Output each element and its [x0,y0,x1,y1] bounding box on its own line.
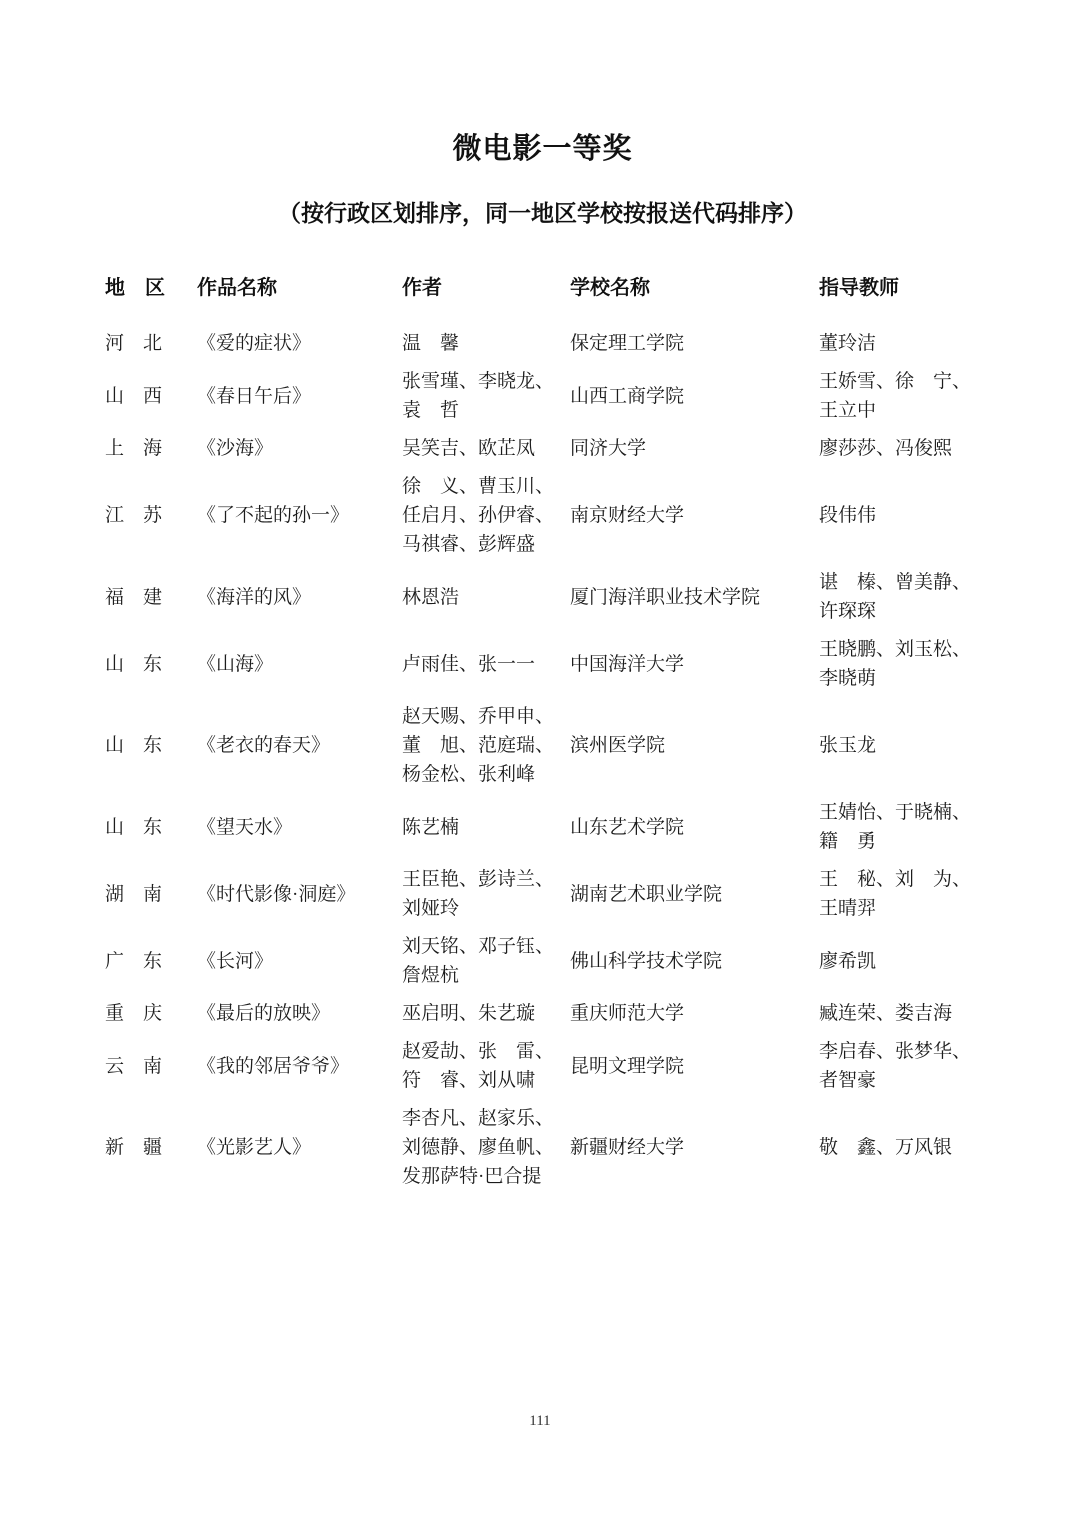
table-row [105,635,980,693]
teachers-cell: 王晓鹏、刘玉松、李晓萌 [819,639,972,689]
region-cell: 河 北 [105,333,163,354]
table-row [105,329,980,358]
work-title-cell: 《山海》 [197,653,274,675]
work-title-cell: 《时代影像·洞庭》 [197,883,356,905]
work-title-cell: 《春日午后》 [197,385,312,407]
school-cell: 重庆师范大学 [570,1003,685,1024]
page-subtitle: （按行政区划排序，同一地区学校按报送代码排序） [278,200,807,226]
region-cell: 广 东 [105,950,163,972]
region-cell: 山 东 [105,816,163,838]
table-row [105,568,980,626]
table-row [105,1037,980,1095]
work-title-cell: 《沙海》 [197,438,274,459]
teachers-cell: 王娇雪、徐 宁、王立中 [819,371,972,421]
school-cell: 同济大学 [570,438,647,459]
school-cell: 山西工商学院 [570,385,685,407]
school-cell: 厦门海洋职业技术学院 [570,586,761,608]
authors-cell: 张雪瑾、李晓龙、袁 哲 [402,371,555,421]
award-table [105,274,980,1191]
school-cell: 南京财经大学 [570,505,685,526]
work-title-cell: 《光影艺人》 [197,1137,312,1158]
teachers-cell: 廖希凯 [819,950,877,972]
school-cell: 昆明文理学院 [570,1055,685,1077]
header-school: 学校名称 [570,277,650,299]
teachers-cell: 王婧怡、于晓楠、籍 勇 [819,802,972,852]
authors-cell: 刘天铭、邓子钰、詹煜杭 [402,936,555,986]
table-body [105,329,980,1191]
school-cell: 湖南艺术职业学院 [570,883,723,905]
authors-cell: 徐 义、曹玉川、任启月、孙伊睿、马祺睿、彭辉盛 [402,476,555,555]
authors-cell: 卢雨佳、张一一 [402,653,536,675]
region-cell: 云 南 [105,1055,163,1077]
page-title: 微电影一等奖 [452,133,633,165]
work-title-cell: 《我的邻居爷爷》 [197,1055,350,1077]
region-cell: 上 海 [105,438,163,459]
page-number: 111 [529,1413,551,1429]
work-title-cell: 《长河》 [197,950,274,972]
authors-cell: 巫启明、朱艺璇 [402,1003,536,1024]
region-cell: 重 庆 [105,1003,163,1024]
authors-cell: 赵爱劼、张 雷、符 睿、刘从啸 [402,1041,555,1091]
region-cell: 山 东 [105,653,163,675]
authors-cell: 吴笑吉、欧芷凤 [402,438,536,459]
teachers-cell: 段伟伟 [819,505,877,526]
work-title-cell: 《老衣的春天》 [197,735,331,756]
work-title-cell: 《了不起的孙一》 [197,505,350,526]
table-row [105,702,980,789]
authors-cell: 王臣艳、彭诗兰、刘娅玲 [402,869,555,919]
work-title-cell: 《最后的放映》 [197,1003,331,1024]
work-title-cell: 《望天水》 [197,816,293,838]
school-cell: 佛山科学技术学院 [570,950,723,972]
table-row [105,865,980,923]
region-cell: 福 建 [105,586,163,608]
header-region: 地 区 [105,277,165,299]
authors-cell: 林恩浩 [402,586,460,608]
school-cell: 山东艺术学院 [570,816,685,838]
table-row [105,434,980,463]
region-cell: 山 西 [105,385,163,407]
teachers-cell: 王 秘、刘 为、王晴羿 [819,869,972,919]
table-header-row [105,274,980,303]
table-row [105,367,980,425]
header-teachers: 指导教师 [819,277,899,299]
teachers-cell: 张玉龙 [819,735,877,756]
teachers-cell: 李启春、张梦华、者智豪 [819,1041,972,1091]
region-cell: 新 疆 [105,1137,163,1158]
work-title-cell: 《爱的症状》 [197,333,312,354]
header-authors: 作者 [402,277,442,299]
header-work: 作品名称 [197,277,277,299]
authors-cell: 李杏凡、赵家乐、刘德静、廖鱼帆、发那萨特·巴合提 [402,1108,555,1187]
authors-cell: 温 馨 [402,333,460,354]
teachers-cell: 董玲洁 [819,333,877,354]
region-cell: 山 东 [105,735,163,756]
school-cell: 新疆财经大学 [570,1137,685,1158]
table-row [105,472,980,559]
table-row [105,932,980,990]
teachers-cell: 谌 榛、曾美静、许琛琛 [819,572,972,622]
region-cell: 湖 南 [105,883,163,905]
table-row [105,798,980,856]
table-row [105,1104,980,1191]
work-title-cell: 《海洋的风》 [197,586,312,608]
teachers-cell: 臧连荣、娄吉海 [819,1003,953,1024]
school-cell: 保定理工学院 [570,333,685,354]
authors-cell: 陈艺楠 [402,816,460,838]
teachers-cell: 廖莎莎、冯俊熙 [819,438,953,459]
teachers-cell: 敬 鑫、万风银 [819,1137,953,1158]
authors-cell: 赵天赐、乔甲申、董 旭、范庭瑞、杨金松、张利峰 [402,706,555,785]
region-cell: 江 苏 [105,505,163,526]
table-row [105,999,980,1028]
school-cell: 中国海洋大学 [570,653,685,675]
school-cell: 滨州医学院 [570,735,666,756]
